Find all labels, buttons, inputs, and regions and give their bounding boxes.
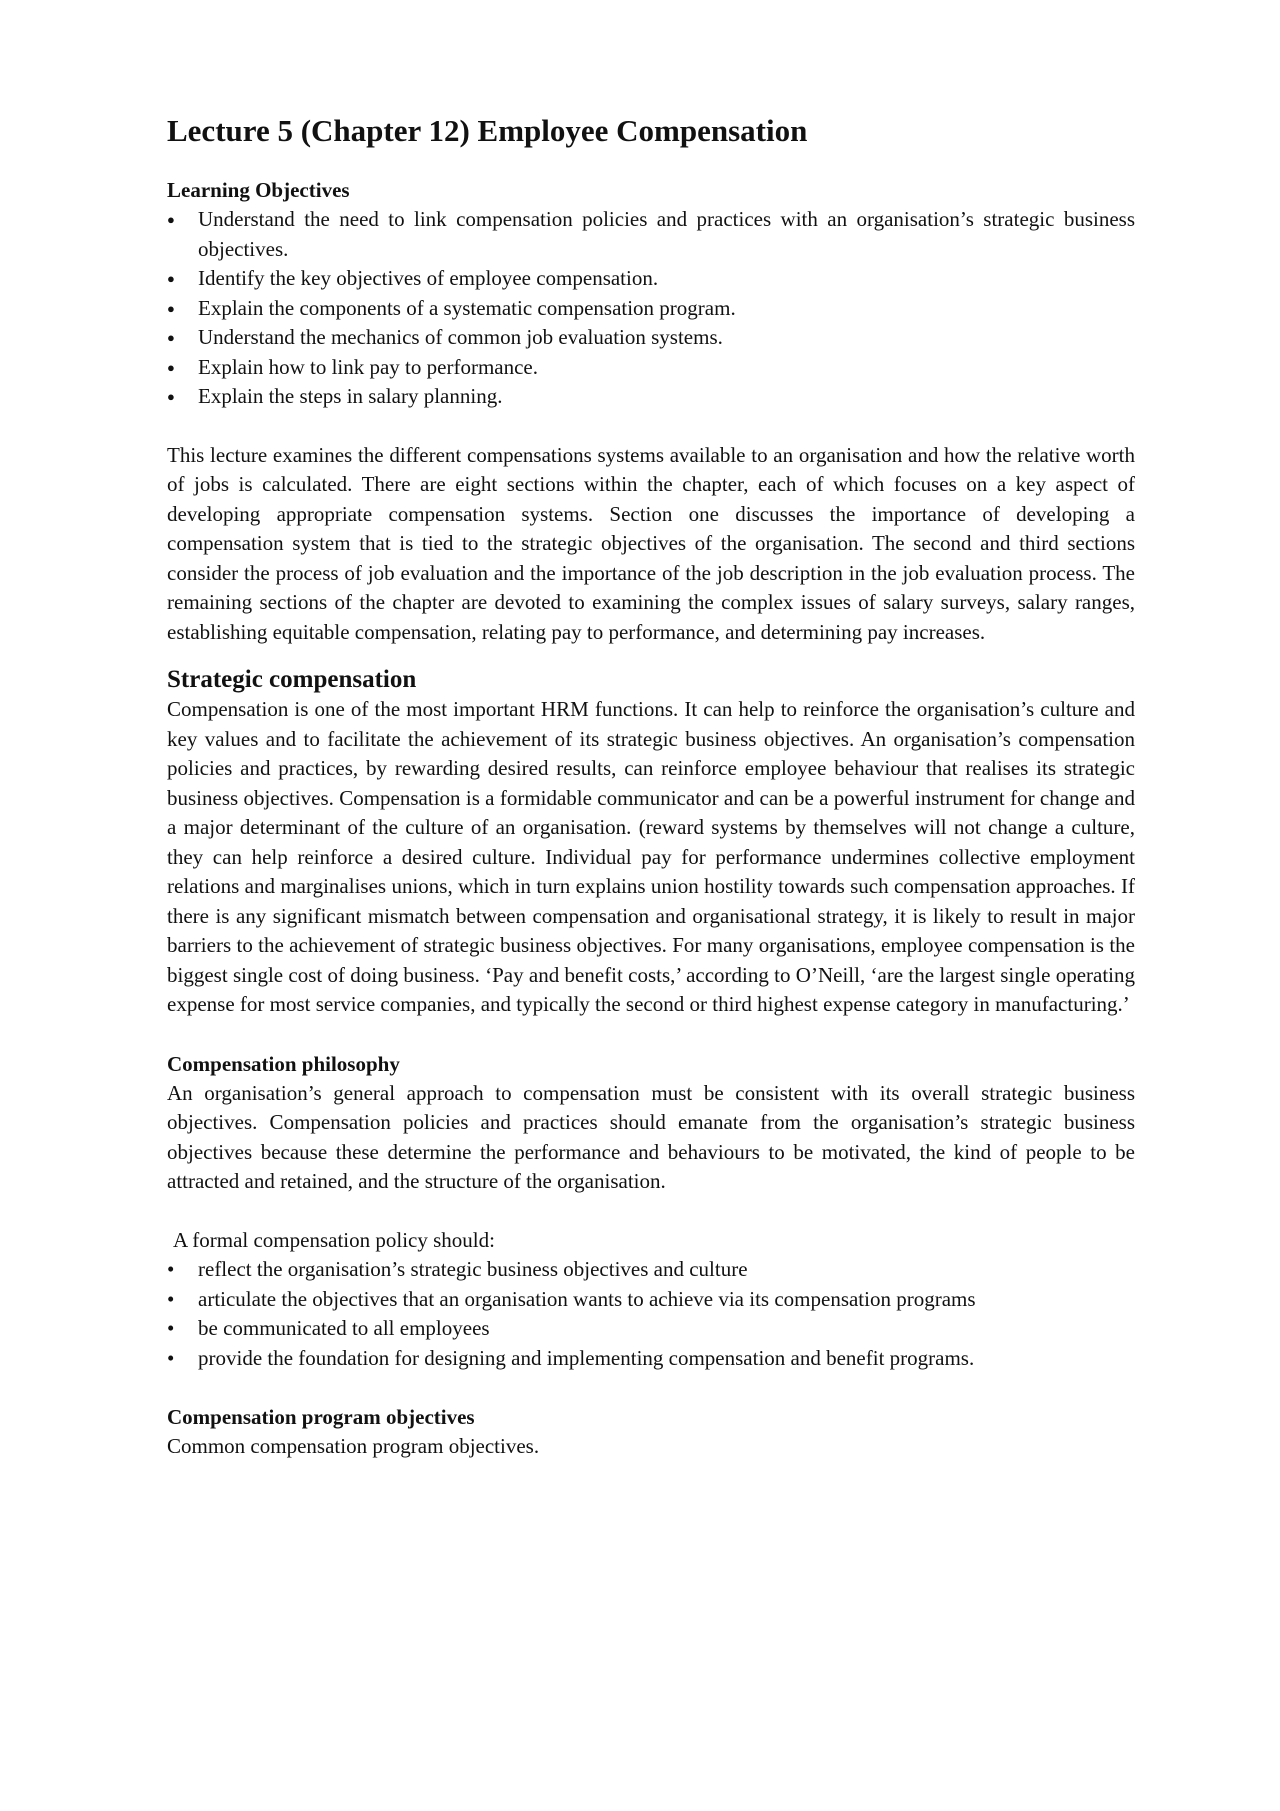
learning-objectives-heading: Learning Objectives bbox=[167, 178, 350, 203]
program-objectives-heading: Compensation program objectives bbox=[167, 1405, 475, 1430]
list-item: ● Identify the key objectives of employee compensation. bbox=[167, 264, 1135, 294]
list-item: • provide the foundation for designing and implementing compensation and benefit programs. bbox=[167, 1344, 1135, 1374]
list-item: ● Understand the need to link compensation policies and practices with an organisation’s strategic business objectives. bbox=[167, 205, 1135, 264]
list-item: ● Understand the mechanics of common job evaluation systems. bbox=[167, 323, 1135, 353]
compensation-philosophy-heading: Compensation philosophy bbox=[167, 1051, 400, 1076]
compensation-philosophy-paragraph: An organisation’s general approach to compensation must be consistent with its overall strategic business objectives. Compensation policies and practices should emanate from the organisation’s strategic business objectives because these determine the performance and behaviours to be motivated, the kind of people to be attracted and retained, and the structure of the organisation. bbox=[167, 1080, 1135, 1194]
list-item: ● Explain the components of a systematic compensation program. bbox=[167, 294, 1135, 324]
page-title: Lecture 5 (Chapter 12) Employee Compensation bbox=[167, 113, 808, 148]
policy-lead-text: A formal compensation policy should: bbox=[173, 1227, 495, 1252]
intro-paragraph: This lecture examines the different compensations systems available to an organisation and how the relative worth of jobs is calculated. There are eight sections within the chapter, each of which focuses on a key aspect of developing appropriate compensation systems. Section one discusses the importance of developing a compensation system that is tied to the strategic objectives of the organisation. The second and third sections consider the process of job evaluation and the importance of the job description in the job evaluation process. The remaining sections of the chapter are devoted to examining the complex issues of salary surveys, salary ranges, establishing equitable compensation, relating pay to performance, and determining pay increases. bbox=[167, 442, 1135, 644]
list-item: ● Explain the steps in salary planning. bbox=[167, 382, 1135, 412]
list-item: • reflect the organisation’s strategic business objectives and culture bbox=[167, 1255, 1135, 1285]
strategic-compensation-paragraph: Compensation is one of the most important HRM functions. It can help to reinforce the organisation’s culture and key values and to facilitate the achievement of its strategic business objectives. An organisation’s compensation policies and practices, by rewarding desired results, can reinforce employee behaviour that realises its strategic business objectives. Compensation is a formidable communicator and can be a powerful instrument for change and a major determinant of the culture of an organisation. (reward systems by themselves will not change a culture, they can help reinforce a desired culture. Individual pay for performance undermines collective employment relations and marginalises unions, which in turn explains union hostility towards such compensation approaches. If there is any significant mismatch between compensation and organisational strategy, it is likely to result in major barriers to the achievement of strategic business objectives. For many organisations, employee compensation is the biggest single cost of doing business. ‘Pay and benefit costs,’ according to O’Neill, ‘are the largest single operating expense for most service companies, and typically the second or third highest expense category in manufacturing.’ bbox=[167, 697, 1135, 1017]
list-item: ● Explain how to link pay to performance. bbox=[167, 353, 1135, 383]
learning-objectives-list bbox=[167, 205, 1135, 412]
document-page bbox=[167, 112, 1135, 1462]
list-item: • articulate the objectives that an organisation wants to achieve via its compensation programs bbox=[167, 1285, 1135, 1315]
policy-list bbox=[167, 1255, 1135, 1373]
program-objectives-paragraph: Common compensation program objectives. bbox=[167, 1434, 540, 1459]
list-item: • be communicated to all employees bbox=[167, 1314, 1135, 1344]
strategic-compensation-heading: Strategic compensation bbox=[167, 666, 417, 694]
